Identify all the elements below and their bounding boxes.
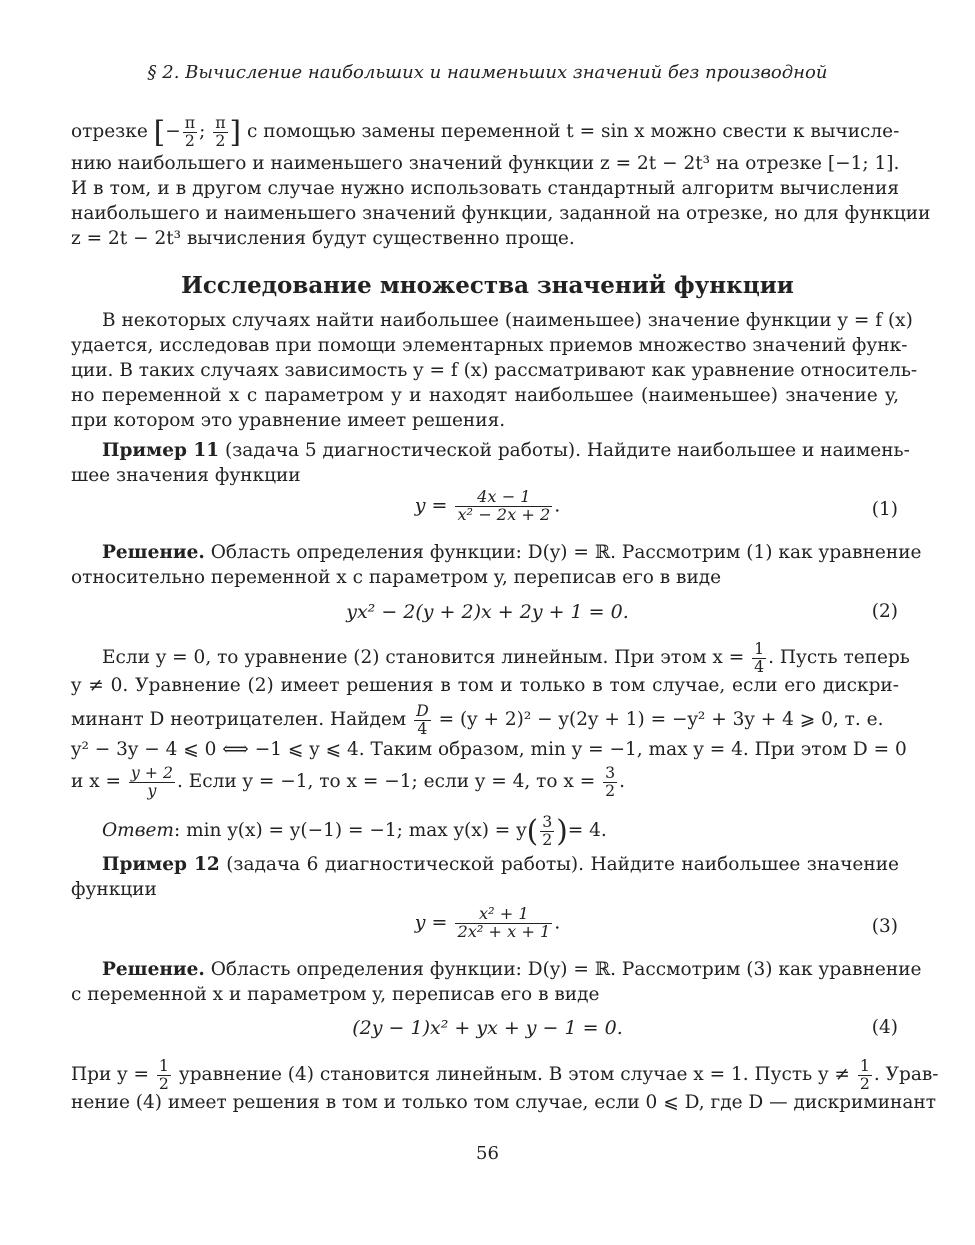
equation-1: y = $\frac{4x - 1}{\text{x² − 2x + 2}}$ . [414,487,561,524]
text-line: В некоторых случаях найти наибольшее (наименьшее) значение функции y = f (x) [102,310,913,331]
text-line: отрезке [− $\frac{\pi}{2}$ ; $\frac{\pi}{2}$ ] с помощью замены переменной t = sin x можно свести к вычисле- [71,113,900,150]
section-heading: Исследование множества значений функции [181,272,794,299]
text-line: с переменной x и параметром y, переписав его в виде [71,984,600,1005]
text-line: y² − 3y − 4 ⩽ 0 ⟺ −1 ⩽ y ⩽ 4. Таким образом, min y = −1, max y = 4. При этом D = 0 [71,739,907,760]
equation-number: (2) [871,601,898,622]
page-number: 56 [476,1143,499,1164]
equation-number: (3) [871,916,898,937]
text-line: функции [71,879,157,900]
text-line: и x = $\frac{y + 2}{y}$ . Если y = −1, то x = −1; если y = 4, то x = $\frac{3}{2}$ . [71,763,626,800]
text-line: ции. В таких случаях зависимость y = f (x) рассматривают как уравнение относитель- [71,360,918,381]
example-11-header: Пример 11 (задача 5 диагностической работы). Найдите наибольшее и наимень- [102,440,910,461]
equation-4: (2y − 1)x² + yx + y − 1 = 0. [352,1017,623,1039]
text-line: z = 2t − 2t³ вычисления будут существенно проще. [71,228,575,249]
text-line: относительно переменной x с параметром y, переписав его в виде [71,567,722,588]
equation-3: y = $\frac{\text{x² + 1}}{\text{2x² + x + 1}}$ . [414,904,561,941]
text-line: нию наибольшего и наименьшего значений функции z = 2t − 2t³ на отрезке [−1; 1]. [71,153,900,174]
equation-2: yx² − 2(y + 2)x + 2y + 1 = 0. [346,601,629,623]
equation-number: (4) [871,1017,898,1038]
text-line: И в том, и в другом случае нужно использовать стандартный алгоритм вычисления [71,178,899,199]
text-line: при котором это уравнение имеет решения. [71,410,506,431]
text-line: нение (4) имеет решения в том и только том случае, если 0 ⩽ D, где D — дискриминант [71,1092,936,1113]
running-head: § 2. Вычисление наибольших и наименьших значений без производной [147,62,828,83]
equation-number: (1) [871,499,898,520]
text-line: При y = $\frac{1}{2}$ уравнение (4) становится линейным. В этом случае x = 1. Пусть y ≠ $\frac{1}{2}$ . Урав- [71,1056,939,1093]
text-line: наибольшего и наименьшего значений функции, заданной на отрезке, но для функции [71,203,931,224]
answer-line: Ответ: min y(x) = y(−1) = −1; max y(x) = y( $\frac{3}{2}$ )= 4. [102,812,607,849]
text-line: удается, исследовав при помощи элементарных приемов множество значений функ- [71,335,908,356]
text-line: но переменной x с параметром y и находят наибольшее (наименьшее) значение y, [71,385,899,406]
text-line: y ≠ 0. Уравнение (2) имеет решения в том и только в том случае, если его дискри- [71,675,899,696]
example-12-header: Пример 12 (задача 6 диагностической работы). Найдите наибольшее значение [102,854,899,875]
text-line: минант D неотрицателен. Найдем $\frac{D}{4}$ = (y + 2)² − y(2y + 1) = −y² + 3y + 4 ⩾ 0, т. е. [71,701,884,738]
solution-line: Решение. Область определения функции: D(y) = ℝ. Рассмотрим (1) как уравнение [102,542,922,563]
text-line: шее значения функции [71,465,301,486]
solution-line: Решение. Область определения функции: D(y) = ℝ. Рассмотрим (3) как уравнение [102,959,922,980]
text-line: Если y = 0, то уравнение (2) становится линейным. При этом x = $\frac{1}{4}$ . Пусть теперь [102,639,910,676]
